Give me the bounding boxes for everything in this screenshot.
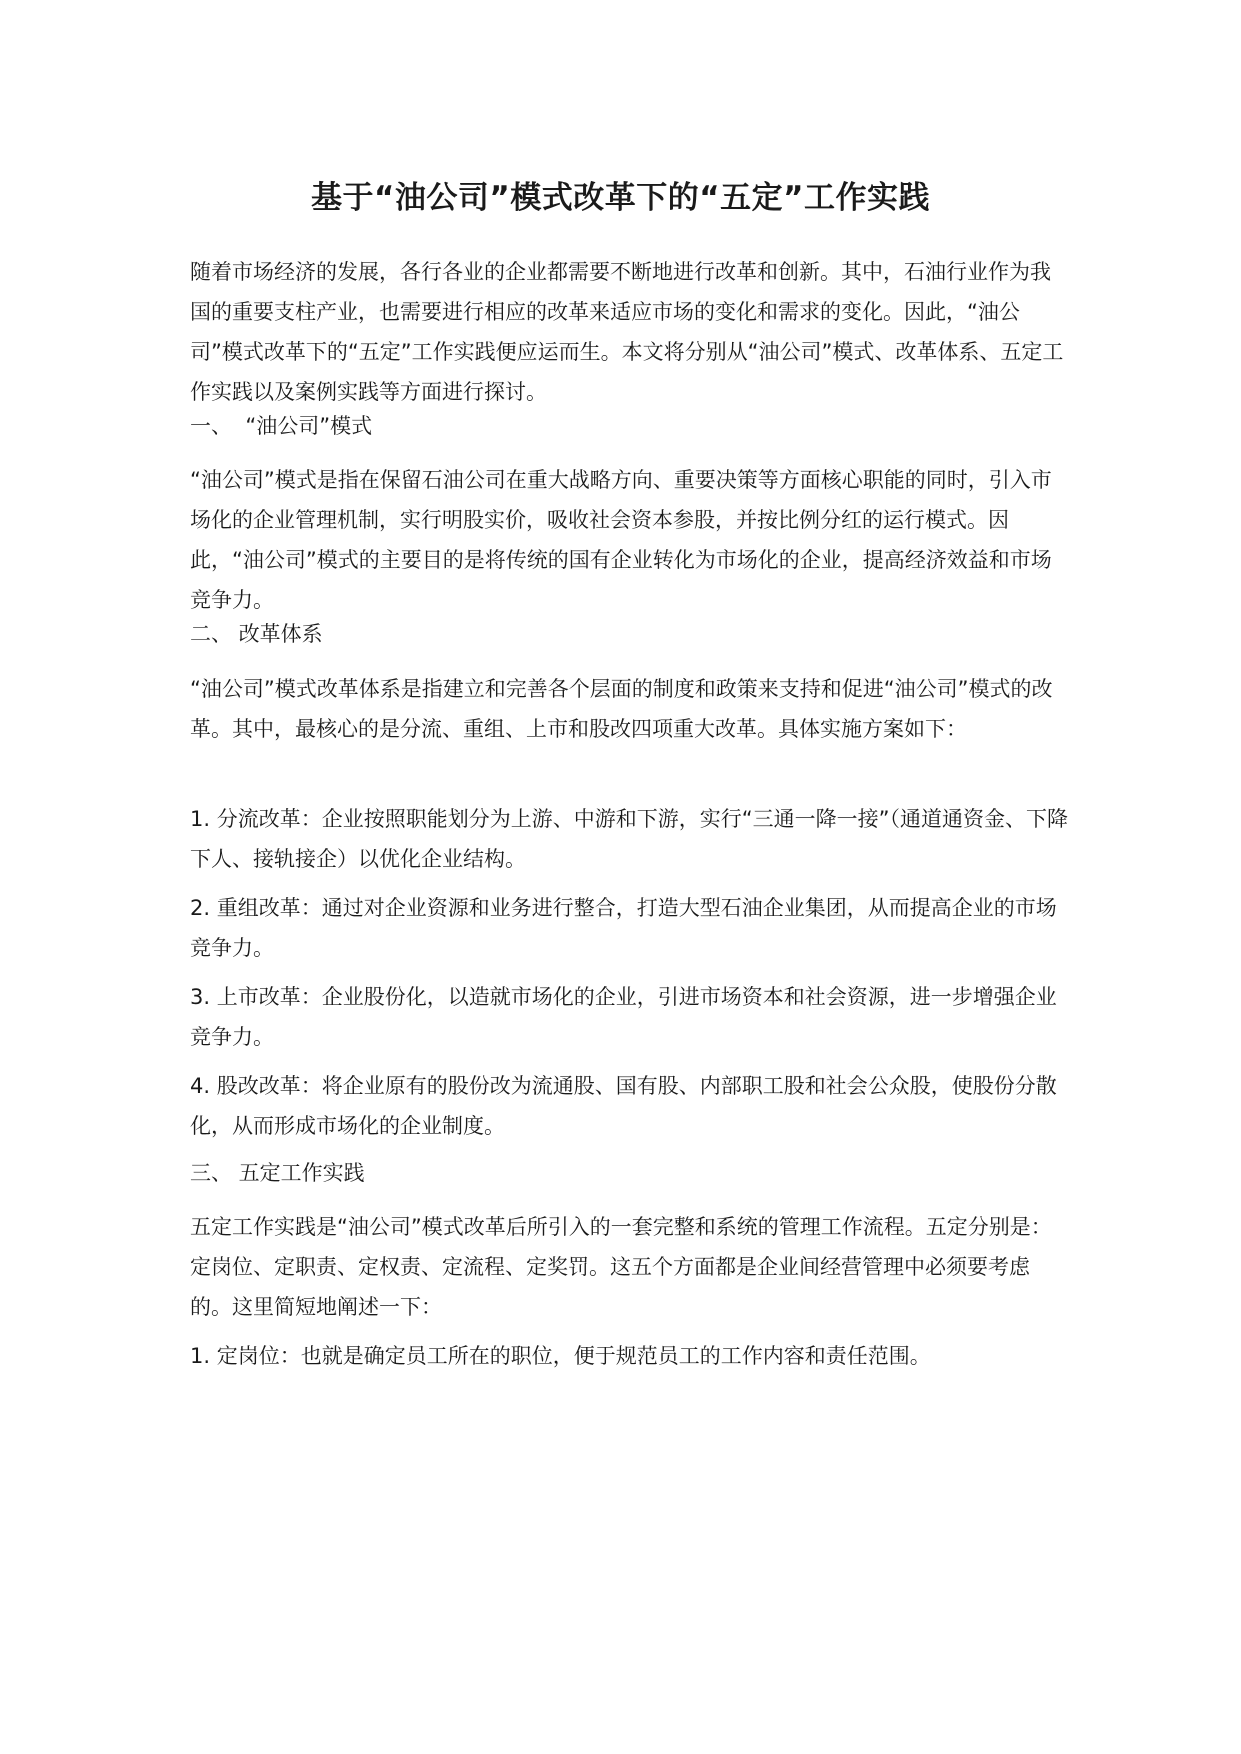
document-title: 基于“油公司”模式改革下的“五定”工作实践	[311, 180, 930, 216]
section-2-list-item: 1. 分流改革：企业按照职能划分为上游、中游和下游，实行“三通一降一接”（通道通资金、下降下人、接轨接企）以优化企业结构。	[190, 807, 1068, 871]
section-2-list-item: 4. 股改改革：将企业原有的股份改为流通股、国有股、内部职工股和社会公众股，使股份分散化，从而形成市场化的企业制度。	[190, 1074, 1057, 1138]
intro-paragraph: 随着市场经济的发展，各行各业的企业都需要不断地进行改革和创新。其中，石油行业作为我国的重要支柱产业，也需要进行相应的改革来适应市场的变化和需求的变化。因此，“油公司”模式改革下的“五定”工作实践便应运而生。本文将分别从“油公司”模式、改革体系、五定工作实践以及案例实践等方面进行探讨。	[190, 260, 1064, 404]
section-1-heading: 一、 “油公司”模式	[190, 414, 373, 438]
section-3-heading: 三、 五定工作实践	[190, 1161, 365, 1185]
section-1-paragraph: “油公司”模式是指在保留石油公司在重大战略方向、重要决策等方面核心职能的同时，引入市场化的企业管理机制，实行明股实价，吸收社会资本参股，并按比例分红的运行模式。因此，“油公司”模式的主要目的是将传统的国有企业转化为市场化的企业，提高经济效益和市场竞争力。	[190, 468, 1052, 612]
section-3-paragraph: 五定工作实践是“油公司”模式改革后所引入的一套完整和系统的管理工作流程。五定分别是：定岗位、定职责、定权责、定流程、定奖罚。这五个方面都是企业间经营管理中必须要考虑的。这里简短地阐述一下：	[190, 1215, 1052, 1319]
section-2-list-item: 2. 重组改革：通过对企业资源和业务进行整合，打造大型石油企业集团，从而提高企业的市场竞争力。	[190, 896, 1057, 960]
section-2-paragraph: “油公司”模式改革体系是指建立和完善各个层面的制度和政策来支持和促进“油公司”模式的改革。其中，最核心的是分流、重组、上市和股改四项重大改革。具体实施方案如下：	[190, 677, 1053, 741]
section-3-list-item: 1. 定岗位：也就是确定员工所在的职位，便于规范员工的工作内容和责任范围。	[190, 1344, 931, 1368]
section-2-list-item: 3. 上市改革：企业股份化，以造就市场化的企业，引进市场资本和社会资源，进一步增强企业竞争力。	[190, 985, 1057, 1049]
section-2-heading: 二、 改革体系	[190, 622, 323, 646]
